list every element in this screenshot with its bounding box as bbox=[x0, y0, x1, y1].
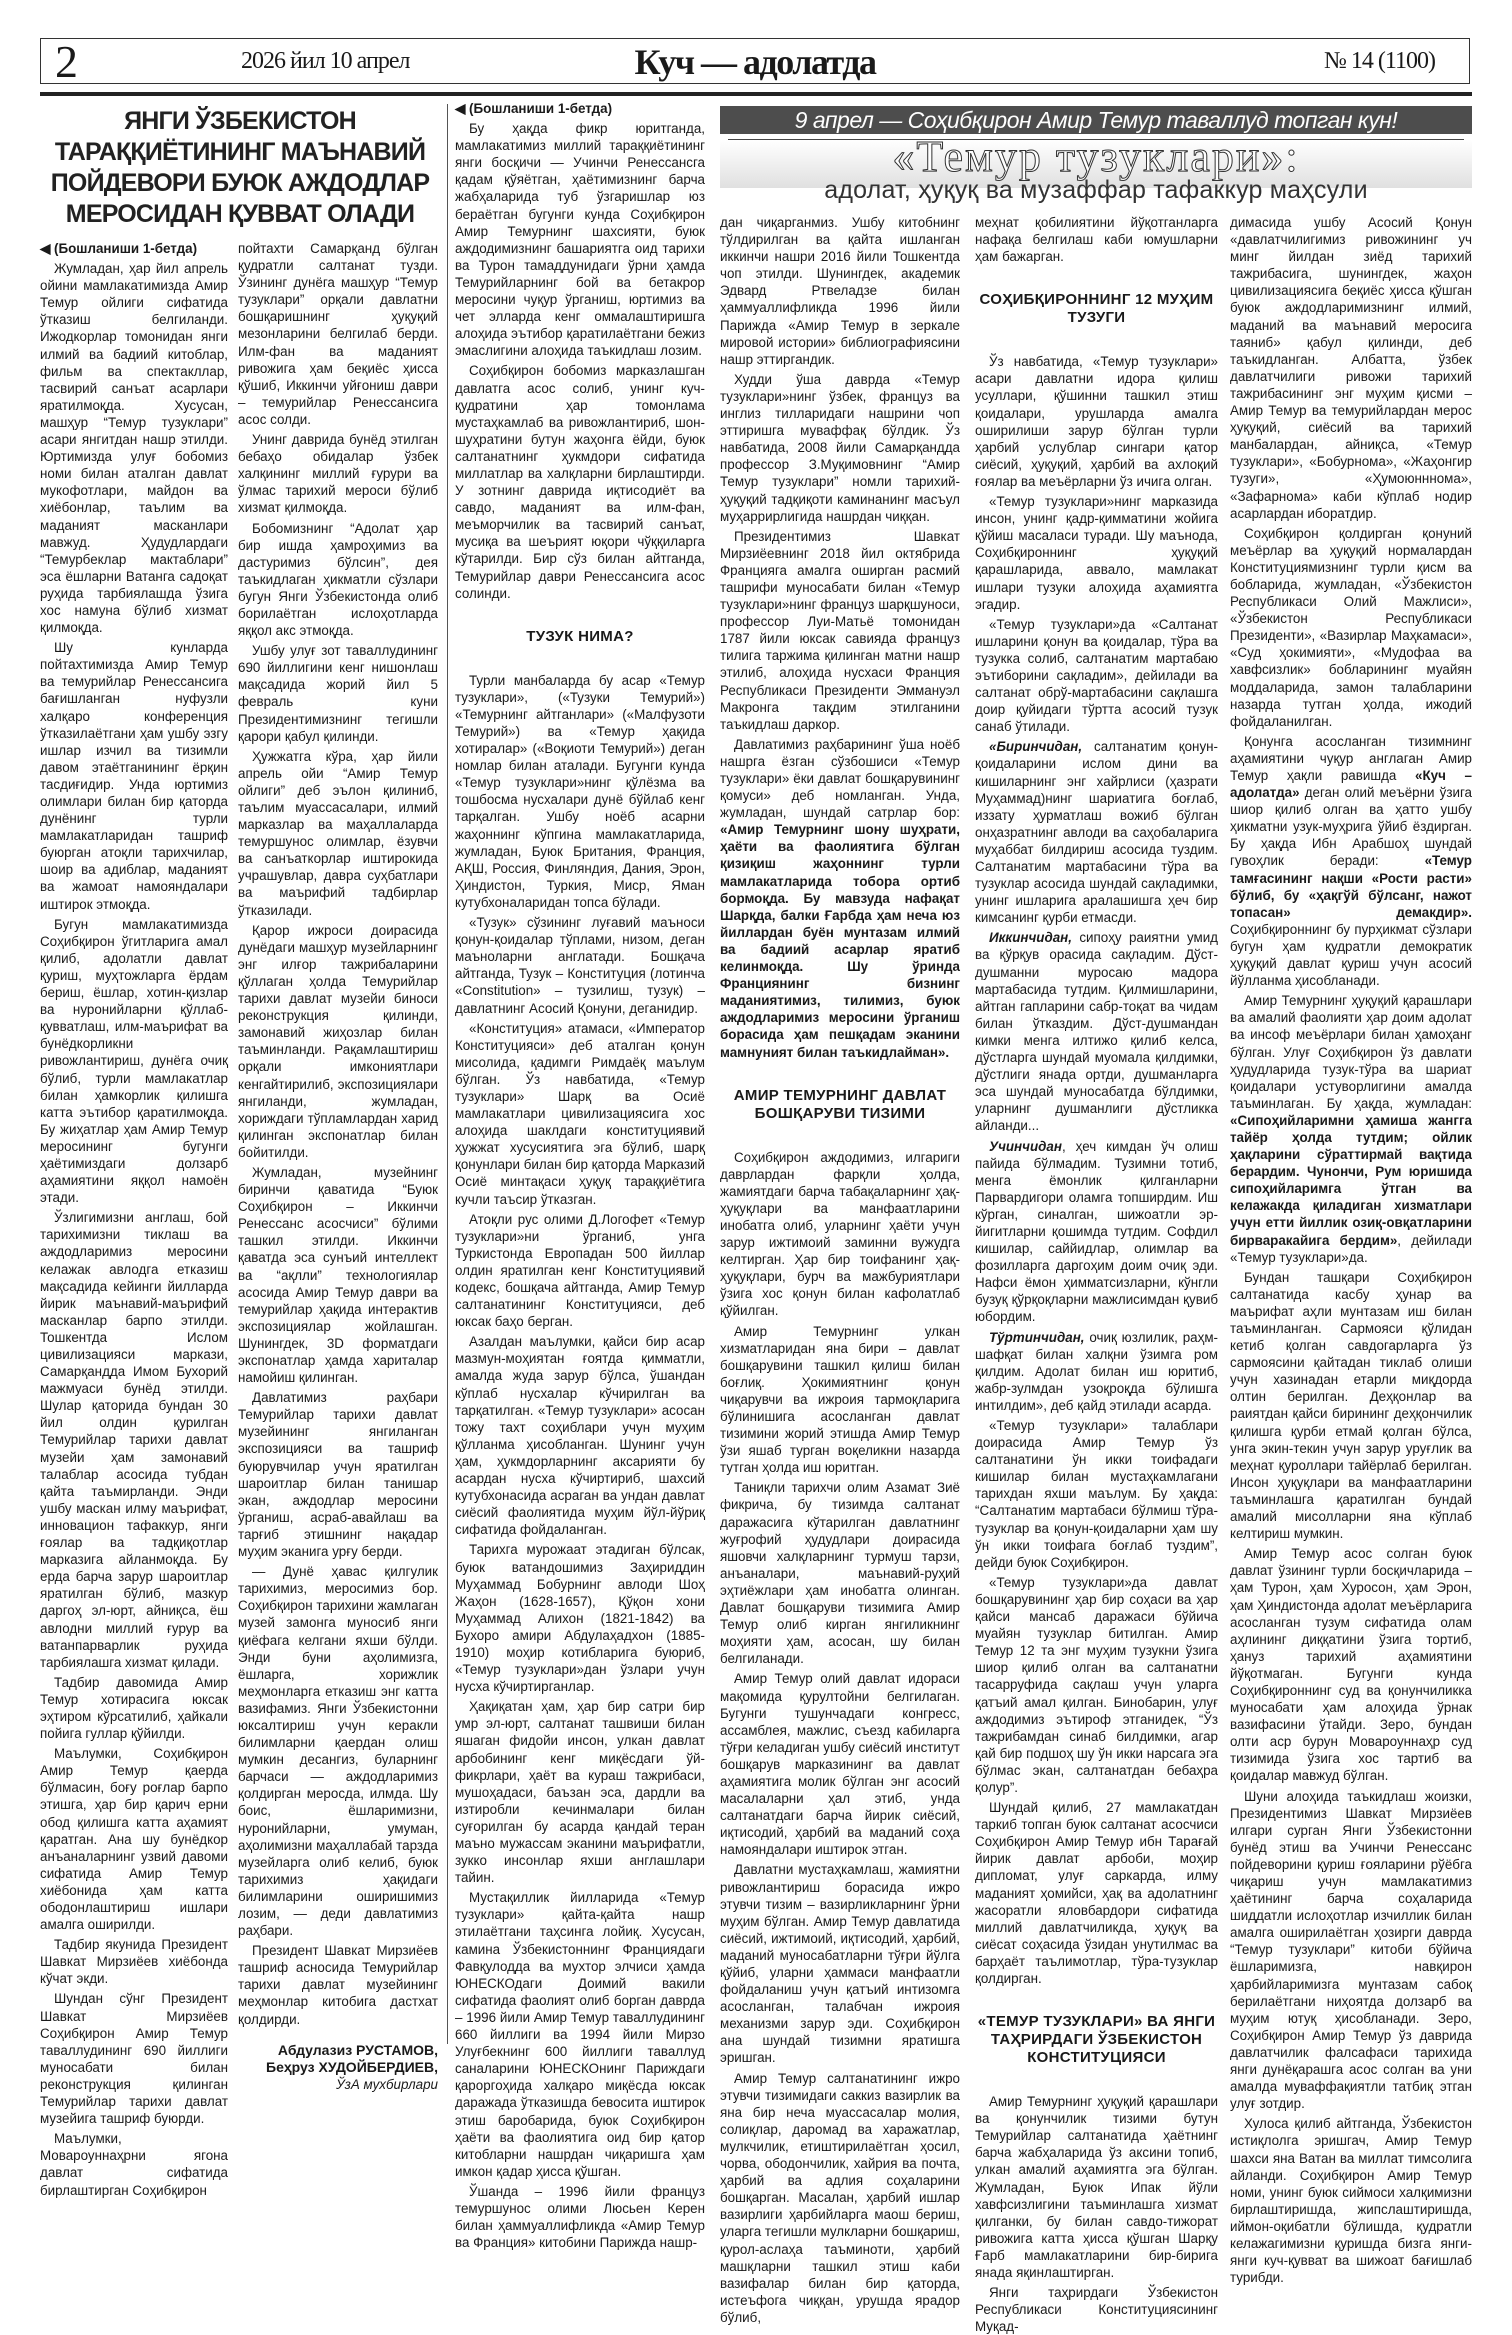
emphasis-text: Учинчидан bbox=[989, 1138, 1062, 1154]
issue-date: 2026 йил 10 апрел bbox=[241, 48, 410, 74]
paragraph: Қарор ижроси доирасида дунёдаги машҳур музейларнинг энг илғор тажрибаларини қўллаган ҳолда Темурийлар тарихи давлат музейи биноси реконструкция қилинди, замонавий жиҳозлар билан таъминланди. Рақамлаштириш орқали имкониятлари кенгайтирилиб, экспозициялари янгиланди, жумладан, хориждаги тўпламлардан харид қилинган экспонатлар билан бойитилди. bbox=[238, 922, 438, 1160]
right-article-column-3 bbox=[975, 214, 1218, 2335]
paragraph: Жумладан, ҳар йил апрель ойини мамлакатимизда Амир Темур ойлиги сифатида ўтказиш белгиланди. Ижодкорлар томонидан янги илмий ва бадиий китоблар, фильм ва спектакллар, тасвирий санъат асарлари яратилмоқда. Хусусан, машҳур “Темур тузуклари” асари янгитдан нашр этилди. Юртимизда улуғ бобомиз номи билан аталган давлат мукофотлари, майдон ва хиёбонлар, таълим ва маданият масканлари мавжуд. Ҳудудлардаги “Темурбеклар мактаблари” эса ёшларни Ватанга садоқат руҳида тарбиялашда ўзига хос намуна бўлиб хизмат қилмоқда. bbox=[40, 261, 228, 636]
emphasis-text: «Амир Темурнинг шону шуҳрати, ҳаёти ва фаолиятига бўлган қизиқиш жаҳоннинг турли мамлакатларида тобора ортиб бормоқда. Бу мавзуда нафақат Шарқда, балки Ғарбда ҳам неча юз йиллардан буён мунтазам илмий ва бадиий асарлар яратиб келинмоқда. Шу ўринда Франциянинг бизнинг маданиятимиз, тилимиз, буюк аждодларимиз меросини ўрганиш борасида ҳам пешқадам эканини мамнуният билан таъкидлайман». bbox=[720, 822, 960, 1060]
left-article-column-1 bbox=[40, 240, 228, 2199]
paragraph: Унинг даврида бунёд этилган бебаҳо обидалар ўзбек халқининг миллий ғурури ва ўлмас тарихий мероси бўлиб хизмат қилмоқда. bbox=[238, 432, 438, 516]
text-run: , дейилади «Темур тузуклари»да. bbox=[1230, 1232, 1472, 1265]
paragraph: Бугун мамлакатимизда Соҳибқирон ўгитларига амал қилиб, адолатли давлат қуриш, муҳтожларга ёрдам бериш, ёшлар, хотин-қизлар ва нуронийларни қўллаб-қувватлаш, илм-маърифат ва бунёдкорликни ривожлантириш, дунёга очиқ бўлиб, турли мамлакатлар билан ҳамкорлик қилишга катта эътибор қаратилмоқда. Бу жиҳатлар ҳам Амир Темур меросининг бугунги ҳаётимиздаги долзарб аҳамиятини яққол намоён этади. bbox=[40, 916, 228, 1206]
paragraph: Жумладан, музейнинг биринчи қаватида “Буюк Соҳибқирон – Иккинчи Ренессанс асосчиси” бўлими ташкил этилди. Иккинчи қаватда эса сунъий интеллект ва “ақлли” технологиялар асосида Амир Темур даври ва темурийлар ҳақида интерактив экспозициялар жойлашган. Шунингдек, 3D форматдаги экспонатлар ҳамда хариталар намойиш қилинган. bbox=[238, 1164, 438, 1386]
paragraph: «Темур тузуклари»да давлат бошқарувининг ҳар бир соҳаси ва ҳар қайси мансаб даражаси бўйича муайян тузуклар битилган. Амир Темур 12 та энг муҳим тузукни ўзига шиор қилиб олган ва салтанатни тасарруфида сақлаш учун уларга қатъий амал қилган. Бинобарин, улуғ аждодимиз эътироф этганидек, “Ўз тажрибамдан синаб билдимки, агар қай бир подшоҳ шу ўн икки нарсага эга бўлмас экан, салтанатдан бебаҳра қолур”. bbox=[975, 1574, 1218, 1795]
text-run: Қонунга асосланган тизимнинг аҳамиятини чуқур англаган Амир Темур ҳақли равишда bbox=[1230, 733, 1472, 783]
paragraph: «Темур тузуклари»нинг марказида инсон, унинг қадр-қимматини жойига қўйиш масаласи туради. Шу маънода, Соҳибқироннинг ҳуқуқий қарашларида, аввало, мамлакат ишлари тузуки алоҳида аҳамиятга эгадир. bbox=[975, 494, 1218, 612]
paragraph: Худди ўша даврда «Темур тузуклари»нинг ўзбек, француз ва инглиз тилларидаги нашрини чоп эттиришга муваффақ бўлдик. Ўз навбатида, 2008 йили Самарқандда профессор З.Муқимовнинг “Амир Темур тузуклари” номли тарихий-ҳуқуқий тадқиқоти каминанинг масъул муҳаррирлигида нашрдан чиққан. bbox=[720, 371, 960, 524]
paragraph: Ҳужжатга кўра, ҳар йили апрель ойи “Амир Темур ойлиги” деб эълон қилиниб, таълим муассасалари, илмий марказлар ва маҳаллаларда темуршунос олимлар, ёзувчи ва санъаткорлар иштирокида учрашувлар, давра суҳбатлари ва маърифий тадбирлар ўтказилади. bbox=[238, 748, 438, 918]
right-article-column-4 bbox=[1230, 214, 1472, 2286]
paragraph: Президентимиз Шавкат Мирзиёевнинг 2018 йил октябрида Францияга амалга оширган расмий ташрифи муносабати билан «Темур тузуклари»нинг француз шарқшуноси, профессор Луи-Матьё томонидан 1787 йили юксак савияда француз тилига таржима қилинган матни нашр этилиб, алоҳида нусхаси Франция Республикаси Президенти Эммануэл Макронга тақдим этилганини таъкидлаш даркор. bbox=[720, 528, 960, 732]
paragraph: Маълумки, Мовароуннаҳрни ягона давлат сифатида бирлаштирган Соҳибқирон bbox=[40, 2131, 228, 2198]
paragraph bbox=[1230, 992, 1472, 1266]
left-article-title bbox=[40, 106, 440, 230]
paragraph: Шу кунларда пойтахтимизда Амир Темур ва темурийлар Ренессансига бағишланган нуфузли халқаро конференция ўтказилаётгани ҳам ушбу эзгу ишлар изчил ва тизимли давом этаётганининг ёрқин тасдиғидир. Унда юртимиз олимлари билан бир қаторда дунёнинг турли мамлакатларидан ташриф буюрган атоқли тарихчилар, шоир ва адиблар, маданият ва жамоат намояндалари иштирок этмоқда. bbox=[40, 640, 228, 912]
emphasis-text: «Сипоҳийларимни ҳамиша жангга тайёр ҳолда тутдим; ойлик ҳақларини сўраттирмай вақтида берардим. Чунончи, Рум юришида сипоҳийларимга ўтган ва келажакда қиладиган хизматлари учун етти йиллик озиқ-овқатларини бирваракайига бердим» bbox=[1230, 1112, 1472, 1248]
paragraph: Амир Темурнинг улкан хизматларидан яна бири – давлат бошқарувини ташкил қилиш билан боғлиқ. Ҳокимиятнинг қонун чиқарувчи ва ижроия тармоқларига бўлинишига асосланган давлат тизимини жорий этишда Амир Темур ўзи яшаб турган воқеликни назарда тутган ҳолда иш юритган. bbox=[720, 1323, 960, 1476]
paragraph: Тадбир давомида Амир Темур хотирасига юксак эҳтиром кўрсатилиб, ҳайкали пойига гуллар қўйилди. bbox=[40, 1674, 228, 1742]
paragraph bbox=[720, 736, 960, 1061]
emphasis-text: «Биринчидан, bbox=[989, 739, 1083, 755]
paragraph: Мустақиллик йилларида «Темур тузуклари» қайта-қайта нашр этилаётгани таҳсинга лойиқ. Хусусан, камина Ўзбекистоннинг Франциядаги Фавқулодда ва мухтор элчиси ҳамда ЮНЕСКОдаги Доимий вакили сифатида фаолият олиб борган даврда – 1996 йили Амир Темур таваллудининг 660 йиллиги ва 1994 йили Мирзо Улуғбекнинг 600 йиллиги таваллуд саналарини ЮНЕСКОнинг Париждаги қароргоҳида халқаро миқёсда юксак даражада ўтказишда бевосита иштирок этиш баробарида, буюк Соҳибқирон ҳаёти ва фаолиятига оид бир қатор китобларни нашрдан чиқаришга ҳам имкон қадар ҳисса қўшган. bbox=[455, 1890, 705, 2179]
paragraph bbox=[975, 1138, 1218, 1326]
issue-number: № 14 (1100) bbox=[1324, 48, 1435, 74]
paragraph: Тадбир якунида Президент Шавкат Мирзиёев хиёбонда кўчат экди. bbox=[40, 1937, 228, 1987]
emphasis-text: Тўртинчидан, bbox=[989, 1329, 1085, 1345]
paragraph: Амир Темур асос солган буюк давлат ўзининг турли босқичларида – ҳам Турон, ҳам Хуросон, ҳам Эрон, ҳам Ҳиндистонда адолат меъёрларига асосланган тузум сифатида олам аҳлининг диққатини ўзига тортиб, ҳануз тарихий аҳамиятини йўқотмаган. Бугунги кунда Соҳибқироннинг суд ва қонунчиликка муносабати ҳам алоҳида ўрнак вазифасини ўтайди. Зеро, бундан олти аср бурун Мовароуннаҳр суд тизимида ўзига хос тартиб ва қоидалар мавжуд бўлган. bbox=[1230, 1546, 1472, 1784]
paragraph: Шундай қилиб, 27 мамлакатдан таркиб топган буюк салтанат асосчиси Соҳибқирон Амир Темур ибн Тарағай йирик давлат арбоби, моҳир дипломат, улуғ саркарда, илму маданият ҳомийси, ҳақ ва адолатнинг жасоратли яловбардори сифатида миллий давлатчиликда, ҳуқуқ ва сиёсат соҳасида ўзидан унутилмас ва барҳаёт таълимотлар, тўра-тузуклар қолдирган. bbox=[975, 1800, 1218, 1986]
paragraph: «Темур тузуклари» талаблари доирасида Амир Темур ўз салтанатини ўн икки тоифадаги кишилар билан мустаҳкамлагани тарихдан яхши маълум. Бу ҳақда: “Салтанатим мартабаси бўлмиш тўра-тузуклар ва қонун-қоидаларни ҳам шу ўн икки тоифага боғлаб туздим”, дейди буюк Соҳибқирон. bbox=[975, 1418, 1218, 1570]
paragraph: Бобомизнинг “Адолат ҳар бир ишда ҳамроҳимиз ва дастуримиз бўлсин”, дея таъкидлаган ҳикматли сўзлари бугун Янги Ўзбекистонда олиб борилаётган ислоҳотларда яққол акс этмоқда. bbox=[238, 520, 438, 639]
paragraph bbox=[975, 1329, 1218, 1414]
title-line: ПОЙДЕВОРИ БУЮК АЖДОДЛАР bbox=[50, 169, 430, 197]
emphasis-text: «Куч – адолатда» bbox=[1230, 768, 1472, 801]
paragraph: Давлатни мустаҳкамлаш, жамиятни ривожлантириш борасида ижро этувчи тизим – вазирликларнинг ўрни муҳим бўлган. Амир Темур давлатида сиёсий, ижтимоий, иқтисодий, ҳарбий, маданий муносабатларни тўғри йўлга қўйиб, уларни ҳаммаси манфаатли фойдаланиш учун қатъий интизомга асосланган, талабчан ижроия механизми зарур эди. Соҳибқирон ана шундай тизимни яратишга эришган. bbox=[720, 1862, 960, 2066]
paragraph: Атоқли рус олими Д.Логофет «Темур тузуклари»ни ўрганиб, унга Туркистонда Европадан 500 йиллар олдин яратилган кенг Конституциявий кодекс, бошқача айтганда, Амир Темур салтанатининг Конституцияси, деб юксак баҳо берган. bbox=[455, 1211, 705, 1330]
paragraph bbox=[975, 929, 1218, 1134]
paragraph: «Конституция» атамаси, «Император Конституцияси» деб аталган қонун мисолида, қадимги Римдаёқ маълум бўлган. Ўз навбатида, «Темур тузуклари» Шарқ ва Осиё мамлакатлари цивилизациясига хос алоҳида шаклдаги конституциявий ҳужжат хусусиятига эга бўлиб, шарқ қонунлари билан бир қаторда Марказий Осиё минтақаси ҳуқуқ тараққиётига кучли таъсир ўтказган. bbox=[455, 1020, 705, 1207]
emphasis-text: Иккинчидан, bbox=[989, 930, 1072, 946]
paragraph: Янги таҳрирдаги Ўзбекистон Республикаси Конституциясининг Муқад- bbox=[975, 2285, 1218, 2335]
page-number: 2 bbox=[55, 36, 78, 87]
text-run: салтанатим қонун-қоидаларини ислом дини ва кишиларнинг энг хайрлиси (ҳазрати Муҳаммад)нинг шариатига боғлаб, иззату ҳурматлаш вожиб бўлган онҳазратнинг авлоди ва саҳобаларига муҳаббат билдириш асосида туздим. Салтанатим мартабасини тўра ва тузуклар асосида шундай сақладимки, унинг ишларига аралашишга ҳеч бир кимсанинг қурби етмасди. bbox=[975, 739, 1218, 926]
text-run: Амир Темурнинг ҳуқуқий қарашлари ва амалий фаолияти ҳар доим адолат ва инсоф меъёрлари билан ҳамоҳанг бўлган. Улуғ Соҳибқирон ўз давлати ҳудудларида тузук-тўра ва шариат қоидалари устуворлигини амалда таъминлаган. Бу ҳақда, жумладан: bbox=[1230, 993, 1472, 1111]
paragraph: Бундан ташқари Соҳибқирон салтанатида касбу ҳунар ва маърифат аҳли мунтазам иш билан таъминланган. Сармояси қўлидан кетиб қолган савдогарларга ўз сармоясини қайтадан тиклаб олиши учун хазинадан етарли миқдорда олтин берилган. Деҳқонлар ва раиятдан қайси бирининг деҳқончилик қилишга қурби етмай қолган бўлса, унга экин-текин учун зарур уруғлик ва меҳнат қуроллари тайёрлаб берилган. Инсон ҳуқуқлари ва манфаатларини таъминлашга қаратилган бундай амалий мисолларни яна кўплаб келтириш мумкин. bbox=[1230, 1269, 1472, 1542]
paragraph: Шуни алоҳида таъкидлаш жоизки, Президентимиз Шавкат Мирзиёев илгари сурган Янги Ўзбекистонни бунёд этиш ва Учинчи Ренессанс пойдеворини қуриш ғояларини рўёбга чиқариш учун мамлакатимиз ҳаётининг барча соҳаларида шиддатли ислоҳотлар изчиллик билан амалга оширилаётган ҳозирги даврда “Темур тузуклари” китоби бўйича ёшларимизга, навқирон ҳарбийларимизга мунтазам сабоқ берилаётгани ниҳоятда долзарб ва муҳим ютуқ ҳисобланади. Зеро, Соҳибқирон Амир Темур ўз даврида давлатчилик фалсафаси тарихида янги дунёқарашга асос солган ва уни амалда муваффақиятли татбиқ этган улуғ зотдир. bbox=[1230, 1788, 1472, 2112]
paragraph: меҳнат қобилиятини йўқотганларга нафақа белгилаш каби юмушларни ҳам бажарган. bbox=[975, 215, 1218, 265]
paragraph: «Темур тузуклари»да «Салтанат ишларини қонун ва қоидалар, тўра ва тузукка солиб, салтанатим мартабаю эътиборини сақладим», дейилади ва салтанат обрў-мартабасини сақлашга доир қуйидаги тўртта асосий тузук санаб ўтилади. bbox=[975, 616, 1218, 735]
right-article-subtitle: адолат, ҳуқуқ ва музаффар тафаккур маҳсули bbox=[824, 176, 1368, 204]
title-line: МЕРОСИДАН ҚУВВАТ ОЛАДИ bbox=[65, 200, 415, 228]
section-heading: ТУЗУК НИМА? bbox=[526, 627, 634, 645]
paragraph: Амир Темур салтанатининг ижро этувчи тизимидаги саккиз вазирлик ва яна бир неча муассасалар молия, солиқлар, даромад ва харажатлар, мулкчилик, етиштирилаётган ҳосил, чорва, ободончилик, хайрия ва почта, ҳарбий ва адлия соҳаларини бошқарган. Масалан, ҳарбий ишлар вазирлиги ҳарбийларга маош бериш, уларга тегишли мулкларни бошқариш, қурол-аслаҳа таъминоти, ҳарбий машқларни ташкил этиш каби вазифалар билан бир қаторда, истеъфога чиққан, урушда ярадор бўлиб, bbox=[720, 2070, 960, 2325]
paragraph: Амир Темурнинг ҳуқуқий қарашлари ва қонунчилик тизими бутун Темурийлар салтанатида ҳаётнинг барча жабҳаларида ўз аксини топиб, улкан амалий аҳамиятга эга бўлган. Жумладан, Буюк Ипак йўли хавфсизлигини таъминлашга хизмат қилганки, бу билан савдо-тижорат ривожига катта ҳисса қўшган Шарқу Ғарб мамлакатларини бир-бирига янада яқинлаштирган. bbox=[975, 2094, 1218, 2281]
section-heading: АМИР ТЕМУРНИНГ ДАВЛАТ БОШҚАРУВИ ТИЗИМИ bbox=[733, 1086, 947, 1122]
paragraph: Соҳибқирон қолдирган қонуний меъёрлар ва ҳуқуқий нормалардан Конституциямизнинг турли қисм ва бобларида, жумладан, «Ўзбекистон Республикаси Олий Мажлиси», «Ўзбекистон Республикаси Президенти», «Вазирлар Маҳкамаси», «Суд ҳокимияти», «Мудофаа ва хавфсизлик» бобларининг муайян моддаларида, замон талабларини назарда тутган ҳолда, ижодий фойдаланилган. bbox=[1230, 525, 1472, 729]
paragraph: Маълумки, Соҳибқирон Амир Темур қаерда бўлмасин, боғу роғлар барпо этишга, ҳар бир қарич ерни обод қилишга катта аҳамият қаратган. Ана шу бунёдкор анъаналарнинг узвий давоми сифатида Амир Темур хиёбонида ҳам катта ободонлаштириш ишлари амалга оширилди. bbox=[40, 1746, 228, 1933]
paragraph: димасида ушбу Асосий Қонун «давлатчилигимиз ривожининг уч минг йилдан зиёд тарихий тажрибасига, шунингдек, жаҳон цивилизациясига беқиёс ҳисса қўшган буюк аждодларимизнинг илмий, маданий ва маънавий меросига таяниб» қабул қилинди, деб таъкидланган. Албатта, ўзбек давлатчилиги ривожи тарихий тажрибасининг энг муҳим қисми – Амир Темур ва темурийлардан мерос ҳуқуқий, сиёсий ва тарихий манбалардан, айниқса, «Темур тузуклари», «Бобурнома», «Жаҳонгир тузуги», «Ҳумоюнннома», «Зафарнома» каби кўплаб нодир асарлардан иборатдир. bbox=[1230, 215, 1472, 521]
right-article-title: «Темур тузуклари»: bbox=[892, 132, 1300, 181]
paragraph: Амир Темур олий давлат идораси мақомида қурултойни белгилаган. Бугунги тушунчадаги конгресс, ассамблея, мажлис, съезд кабиларга тўғри келадиган ушбу сиёсий институт бошқарув марказининг ва давлат аҳамиятига молик бўлган энг асосий масалаларни ҳал этиб, унда салтанатдаги барча йирик сиёсий, иқтисодий, ҳарбий ва маданий соҳа намояндалари иштирок этган. bbox=[720, 1671, 960, 1858]
column-divider bbox=[447, 104, 448, 2044]
author-name: Беҳруз ХУДОЙБЕРДИЕВ, bbox=[266, 2058, 438, 2075]
paragraph: Азалдан маълумки, қайси бир асар мазмун-моҳиятан ғоятда қимматли, амалда жуда зарур бўлса, ўшандан кўплаб нусхалар кўчирилган ва тарқатилган. «Темур тузуклари» асосан тожу тахт соҳиблари учун муҳим қўлланма ҳисобланган. Шунинг учун ҳам, ҳукмдорларнинг аксарияти бу асардан нусха кўчиртириб, шахсий кутубхонасида асраган ва ундан давлат сиёсий фаолиятида муҳим йўл-йўриқ сифатида фойдаланган. bbox=[455, 1334, 705, 1538]
continuation-note: ◀ (Бошланиши 1-бетда) bbox=[40, 241, 198, 256]
paragraph: Давлатимиз раҳбари Темурийлар тарихи давлат музейининг янгиланган экспозицияси ва ташриф буюрувчилар учун яратилган шароитлар билан танишар экан, аждодлар меросини ўрганиш, асраб-авайлаш ва тарғиб этишнинг нақадар муҳим эканига урғу берди. bbox=[238, 1390, 438, 1560]
paragraph: — Дунё ҳавас қилгулик тарихимиз, меросимиз бор. Соҳибқирон тарихини жамлаган музей замонга муносиб янги қиёфага келгани яхши бўлди. Энди буни аҳолимизга, ёшларга, хорижлик меҳмонларга етказиш энг катта вазифамиз. Янги Ўзбекистонни юксалтириш учун керакли билимларни қаердан олиш мумкин десангиз, буларнинг барчаси — аждодларимиз қолдирган меросда, илмда. Шу боис, ёшларимизни, нуронийларни, умуман, аҳолимизни маҳаллабай тарзда музейларга олиб келиб, буюк тарихимиз ҳақидаги билимларини оширишимиз лозим, — деди давлатимиз раҳбари. bbox=[238, 1564, 438, 1939]
paragraph: Президент Шавкат Мирзиёев ташриф асносида Темурийлар тарихи давлат музейининг меҳмонлар китобига дастхат қолдирди. bbox=[238, 1943, 438, 2027]
paragraph: Ўшанда – 1996 йили француз темуршунос олими Люсьен Керен билан ҳаммуаллифликда «Амир Темур ва Франция» китобини Парижда нашр- bbox=[455, 2183, 705, 2251]
paragraph: Ўз навбатида, «Темур тузуклари» асари давлатни идора қилиш усуллари, қўшинни ташкил этиш қоидалари, урушларда амалга оширилиши зарур бўлган турли ҳарбий услублар сингари қатор сиёсий, ҳуқуқий, ҳарбий ва ахлоқий ғоялар ва меъёрларни ўз ичига олган. bbox=[975, 354, 1218, 489]
text-run: сипоҳу раиятни умид ва қўрқув орасида сақладим. Дўст-душманни муросаю мадора мартабасида тутдим. Қилмишларини, айтган гапларини сабр-тоқат ва чидам билан ўтказдим. Дўст-душмандан кимки менга илтижо қилиб келса, дўстларга шундай муомала қилдимки, дўстлиги янада ортди, душманларга эса шундай муносабатда бўлдимки, уларнинг душманлиги дўстликка айланди... bbox=[975, 930, 1218, 1134]
continuation-note: ◀ (Бошланиши 1-бетда) bbox=[455, 101, 613, 116]
paragraph: Ўзлигимизни англаш, бой тарихимизни тиклаш ва аждодларимиз меросини келажак авлодга етказиш мақсадида кейинги йилларда йирик маънавий-маърифий масканлар барпо этилди. Тошкентда Ислом цивилизацияси маркази, Самарқандда Имом Бухорий мажмуаси бунёд этилди. Шулар қаторида бундан 30 йил олдин қурилган Темурийлар тарихи давлат музейи ҳам замонавий талаблар асосида тубдан қайта таъмирланди. Энди ушбу маскан илму маърифат, инновацион тафаккур, янги ғоялар ва тадқиқотлар марказига айланмоқда. Бу ерда барча зарур шароитлар яратилган бўлиб, мазкур даргоҳ эл-юрт, айниқса, ёш авлодни миллий ғурур ва ватанпарварлик руҳида тарбиялашга хизмат қилади. bbox=[40, 1210, 228, 1670]
paragraph: Хулоса қилиб айтганда, Ўзбекистон истиқлолга эришгач, Амир Темур шахси яна Ватан ва миллат тимсолига айланди. Соҳибқирон Амир Темур номи, унинг буюк сиймоси халқимизни бирлаштиришда, жипслаштиришда, иймон-оқибатли бўлишда, қудратли келажагимизни қуришда бизга янги-янги куч-қувват ва шижоат бағишлаб турибди. bbox=[1230, 2116, 1472, 2286]
author-signature bbox=[238, 2042, 438, 2093]
paragraph: Шундан сўнг Президент Шавкат Мирзиёев Соҳибқирон Амир Темур таваллудининг 690 йиллиги муносабати билан реконструкция қилинган Темурийлар тарихи давлат музейига ташриф буюрди. bbox=[40, 1991, 228, 2127]
title-line: ЯНГИ ЎЗБЕКИСТОН bbox=[124, 107, 356, 135]
author-affiliation: ЎзА мухбирлари bbox=[336, 2076, 438, 2092]
paragraph: Тарихга мурожаат этадиган бўлсак, буюк ватандошимиз Заҳириддин Муҳаммад Бобурнинг авлоди Шоҳ Жаҳон (1628-1657), Қўқон хони Муҳаммад Алихон (1821-1842) ва Бухоро амири Абдулаҳадхон (1885-1910) моҳир котибларига буюриб, «Темур тузуклари»дан ўзлари учун нусха кўчиртирганлар. bbox=[455, 1542, 705, 1695]
paragraph bbox=[975, 738, 1218, 926]
text-run: Давлатимиз раҳбарининг ўша ноёб нашрга ёзган сўзбошиси «Темур тузуклари» ёки давлат бошқарувининг қомуси» деб номланган. Унда, жумладан, шундай сатрлар бор: bbox=[720, 736, 960, 821]
paragraph: Соҳибқирон бобомиз марказлашган давлатга асос солиб, унинг куч-қудратини ҳар томонлама мустаҳкамлаб ва ривожлантириб, шон-шуҳратини бутун жаҳонга ёйди, буюк салтанатнинг ҳукмдори сифатида миллатлар ва халқларни бирлаштирди. У зотнинг даврида иқтисодиёт ва савдо, маданият ва илм-фан, меъморчилик ва тасвирий санъат, мусиқа ва шеърият юқори чўққиларга кўтарилди. Бир сўз билан айтганда, Темурийлар даври Ренессансига асос солинди. bbox=[455, 363, 705, 601]
paragraph: Ушбу улуғ зот таваллудининг 690 йиллигини кенг нишонлаш мақсадида жорий йил 5 февраль куни Президентимизнинг тегишли қарори қабул қилинди. bbox=[238, 643, 438, 744]
header-rule bbox=[40, 92, 1472, 96]
paragraph: «Тузук» сўзининг луғавий маъноси қонун-қоидалар тўплами, низом, деган маъноларни англатади. Бошқача айтганда, Тузук – Конституция (лотинча «Constitution» – тузилиш, тузук) – давлатнинг Асосий Қонуни, деганидир. bbox=[455, 915, 705, 1016]
paragraph: Бу ҳақда фикр юритганда, мамлакатимиз миллий тараққиётининг янги босқичи — Учинчи Ренессансга қадам қўяётган, ҳаётимизнинг барча жабҳаларида туб ўзгаришлар юз бераётган бугунги кунда Соҳибқирон Амир Темурнинг шахсияти, буюк аждодимизнинг башариятга оид тарихи ва Турон тамаддунидаги ўрни ҳамда Темурийларнинг бой ва бетакрор меросини чуқур ўрганиш, юртимиз ва чет элларда кенг оммалаштиришга алоҳида эътибор қаратилаётгани бежиз эмаслигини алоҳида таъкидлаш лозим. bbox=[455, 121, 705, 359]
text-run: очиқ юзлилик, раҳм-шафқат билан халқни ўзимга ром қилдим. Адолат билан иш юритиб, жабр-зулмдан узоқроқда бўлишга интилдим», деб қайд этилади асарда. bbox=[975, 1329, 1218, 1413]
paragraph: Таниқли тарихчи олим Азамат Зиё фикрича, бу тизимда салтанат даражасига кўтарилган давлатнинг жуғрофий ҳудудлари доирасида яшовчи халқларнинг турмуш тарзи, анъаналари, маънавий-руҳий эҳтиёжлари ҳам инобатга олинган. Давлат бошқаруви тизимига Амир Темур олиб кирган янгиликнинг моҳияти ҳам, асосан, шу билан белгиланади. bbox=[720, 1480, 960, 1667]
section-heading: СОҲИБҚИРОННИНГ 12 МУҲИМ ТУЗУГИ bbox=[979, 291, 1214, 327]
paragraph: пойтахти Самарқанд бўлган қудратли салтанат тузди. Ўзининг дунёга машҳур “Темур тузуклари” орқали давлатни бошқаришнинг ҳуқуқий мезонларини белгилаб берди. Илм-фан ва маданият ривожига ҳам беқиёс ҳисса қўшиб, Иккинчи уйғониш даври – темурийлар Ренессансига асос солди. bbox=[238, 241, 438, 427]
author-name: Абдулазиз РУСТАМОВ, bbox=[277, 2041, 438, 2058]
emphasis-text: «Темур тамғасининг нақши «Рости расти» бўлиб, бу «ҳақгўй бўлсанг, нажот топасан» демакдир». bbox=[1230, 853, 1472, 920]
text-run: деган олий меъёрни ўзига шиор қилиб олган ва ҳатто ушбу ҳикматни узук-муҳрига ўйиб ёздирган. Бу ҳақда Ибн Арабшоҳ шундай гувоҳлик беради: bbox=[1230, 785, 1472, 869]
paragraph: Соҳибқирон аждодимиз, илгариги даврлардан фарқли ҳолда, жамиятдаги барча табақаларнинг ҳақ-ҳуқуқлари ва манфаатларини инобатга олиб, уларнинг ҳаёти учун зарур ижтимоий заминни вужудга келтирган. Ҳар бир тоифанинг ҳақ-ҳуқуқлари, бурч ва мажбуриятлари ўзига хос қонун билан кафолатлаб қўйилган. bbox=[720, 1149, 960, 1319]
text-run: Соҳибқироннинг бу пурҳикмат сўзлари бугун ҳам қудратли демократик ҳуқуқий давлат қуриш учун асосий йўлланма ҳисобланади. bbox=[1230, 921, 1472, 989]
paragraph: Ҳақиқатан ҳам, ҳар бир сатри бир умр эл-юрт, салтанат ташвиши билан яшаган фидойи инсон, улкан давлат арбобининг кенг миқёсдаги ўй-фикрлари, ҳаёт ва кураш тажрибаси, мушоҳадаси, баъзан эса, дардли ва изтиробли кечинмалари билан суғорилган бу асарда қандай теран маъно мужассам эканини маърифатли, зукко инсонлар яхши англашлари тайин. bbox=[455, 1699, 705, 1886]
text-run: , ҳеч кимдан ўч олиш пайида бўлмадим. Тузимни тотиб, менга ёмонлик қилганларни Парвардигори оламга топширдим. Иш кўрган, синалган, шижоатли эр-йигитларни қошимда тутдим. Софдил кишилар, саййидлар, олимлар ва фозилларга даргоҳим доим очиқ эди. Нафси ёмон ҳимматсизларни, кўнгли бузуқ қўрқоқларни мажлисимдан қувиб юбордим. bbox=[975, 1138, 1218, 1325]
right-article-column-1 bbox=[455, 100, 705, 2251]
kicker-banner: 9 апрел — Соҳибқирон Амир Темур таваллуд топган кун! bbox=[720, 106, 1472, 134]
section-heading: «ТЕМУР ТУЗУКЛАРИ» ВА ЯНГИ ТАҲРИРДАГИ ЎЗБЕКИСТОН КОНСТИТУЦИЯСИ bbox=[977, 2013, 1216, 2067]
paragraph: Турли манбаларда бу асар «Темур тузуклари», («Тузуки Темурий») «Темурнинг айтганлари» («Малфузоти Темурий») ва «Темур ҳақида хотиралар» («Воқиоти Темурий») деган номлар билан аталади. Бугунги кунда «Темур тузуклари»нинг қўлёзма ва тошбосма нусхалари дунё бўйлаб кенг тарқалган. Ушбу ноёб асарни жаҳоннинг кўпгина мамлакатларида, жумладан, Буюк Британия, Франция, АҚШ, Россия, Финляндия, Дания, Эрон, Ҳиндистон, Туркия, Миср, Яман кутубхоналаридан топса бўлади. bbox=[455, 672, 705, 910]
title-line: ТАРАҚҚИЁТИНИНГ МАЪНАВИЙ bbox=[54, 138, 426, 166]
left-article-column-2 bbox=[238, 240, 438, 2093]
paragraph: дан чиқарганмиз. Ушбу китобнинг тўлдирилган ва қайта ишланган иккинчи нашри 2016 йили Тошкентда чоп этилди. Шунингдек, академик Эдвард Ртвеладзе билан ҳаммуаллифликда 1996 йили Парижда «Амир Темур в зеркале мировой истории» библиографиясини нашр эттиргандик. bbox=[720, 215, 960, 367]
page-header bbox=[40, 36, 1470, 87]
right-article-column-2 bbox=[720, 214, 960, 2326]
newspaper-name: Куч — адолатда bbox=[634, 42, 876, 82]
paragraph bbox=[1230, 733, 1472, 989]
